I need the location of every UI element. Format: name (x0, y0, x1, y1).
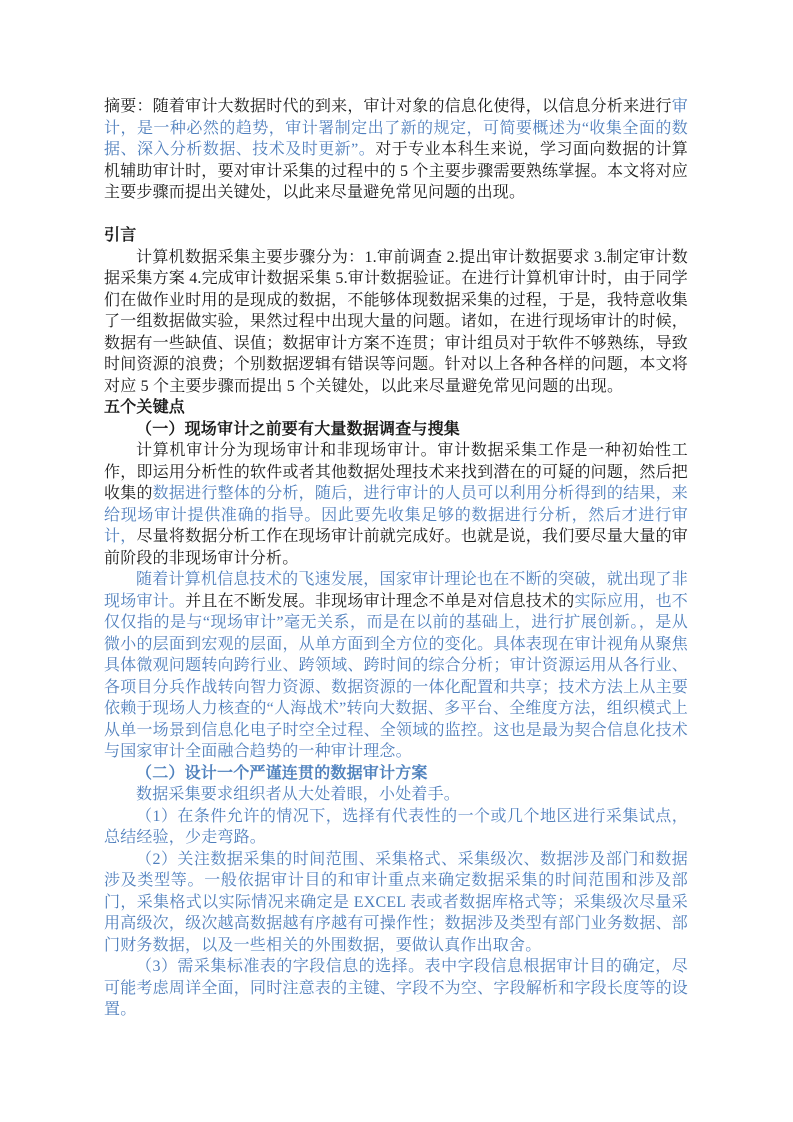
text-run: 引言 (104, 227, 137, 244)
text-run: （一）现场审计之前要有大量数据调查与搜集 (136, 420, 461, 438)
text-run: 并且在不断发展。非现场审计理念不单是对信息技术的 (185, 592, 575, 610)
section-1-paragraph-2 (104, 569, 688, 763)
text-run: 计算机审计分为现场审计和非现场审计。审计数据采集工作是一种初始性工作，即运用分析性的软件或者其他数据处理技术来找到潜在的可疑的问题，然后把收集的 (104, 442, 688, 502)
text-run: （3）需采集标准表的字段信息的选择。表中字段信息根据审计目的确定，尽可能考虑周详全面，同时注意表的主键、字段不为空、字段解析和字段长度等的设置。 (104, 958, 688, 1018)
section-1-heading (104, 419, 688, 441)
section-2-item-1 (104, 806, 688, 849)
text-run: 摘要：随着审计大数据时代的到来，审计对象的信息化使得，以信息分析来进行 (104, 98, 672, 115)
text-run: （1）在条件允许的情况下，选择有代表性的一个或几个地区进行采集试点，总结经验，少走弯路。 (104, 807, 688, 846)
intro-paragraph (104, 247, 688, 398)
text-run: 五个关键点 (104, 399, 186, 416)
key-points-heading (104, 397, 688, 419)
section-1-paragraph-1 (104, 440, 688, 569)
text-run: 尽量将数据分析工作在现场审计前就完成好。也就是说，我们要尽量大量的审前阶段的非现场审计分析。 (104, 528, 688, 567)
text-run: （2）关注数据采集的时间范围、采集格式、采集级次、数据涉及部门和数据涉及类型等。一般依据审计目的和审计重点来确定数据采集的时间范围和涉及部门，采集格式以实际情况来确定是 EXCEL 表或者数据库格式等；采集级次尽量采用高级次，级次越高数据越有序越有可操作性；数据涉及类型有部门业务数据、部门财务数据，以及一些相关的外围数据，要做认真作出取舍。 (104, 850, 688, 954)
section-2-item-2 (104, 849, 688, 957)
text-run: 随着计算机信息技术的飞速发展，国家审计理论也在不断的突破，就出现了非现场审计。 (104, 571, 688, 610)
text-run: 实际应用，也不仅仅指的是与“现场审计”毫无关系，而是在以前的基础上，进行扩展创新。，是从微小的层面到宏观的层面，从单方面到全方位的变化。具体表现在审计视角从聚焦具体微观问题转向跨行业、跨领域、跨时间的综合分析；审计资源运用从各行业、各项目分兵作战转向智力资源、数据资源的一体化配置和共享；技术方法上从主要依赖于现场人力核查的“人海战术”转向大数据、多平台、全维度方法，组织模式上从单一场景到信息化电子时空全过程、全领域的监控。这也是最为契合信息化技术与国家审计全面融合趋势的一种审计理念。 (104, 592, 688, 760)
section-2-heading (104, 763, 688, 785)
text-run: （二）设计一个严谨连贯的数据审计方案 (136, 764, 428, 782)
section-2-item-3 (104, 956, 688, 1021)
document-body (104, 96, 688, 1021)
section-2-paragraph-1 (104, 784, 688, 806)
intro-heading (104, 225, 688, 247)
text-run: 数据进行整体的分析，随后，进行审计的人员可以利用分析得到的结果，来给现场审计提供准确的指导。因此要先收集足够的数据进行分析，然后才进行审计， (104, 485, 688, 545)
abstract-paragraph (104, 96, 688, 204)
text-run: 对于专业本科生来说，学习面向数据的计算机辅助审计时，要对审计采集的过程中的 5 个主要步骤需要熟练掌握。本文将对应主要步骤而提出关键处，以此来尽量避免常见问题的出现。 (104, 141, 688, 201)
text-run: 审计，是一种必然的趋势，审计署制定出了新的规定，可简要概述为“收集全面的数据、深入分析数据、技术及时更新”。 (104, 98, 688, 158)
text-run: 数据采集要求组织者从大处着眼，小处着手。 (136, 786, 461, 803)
text-run: 计算机数据采集主要步骤分为：1.审前调查 2.提出审计数据要求 3.制定审计数据采集方案 4.完成审计数据采集 5.审计数据验证。在进行计算机审计时，由于同学们在做作业时用的是现成的数据，不能够体现数据采集的过程，于是，我特意收集了一组数据做实验，果然过程中出现大量的问题。诸如，在进行现场审计的时候，数据有一些缺值、误值；数据审计方案不连贯；审计组员对于软件不够熟练，导致时间资源的浪费；个别数据逻辑有错误等问题。针对以上各种各样的问题，本文将对应 5 个主要步骤而提出 5 个关键处，以此来尽量避免常见问题的出现。 (104, 248, 689, 395)
